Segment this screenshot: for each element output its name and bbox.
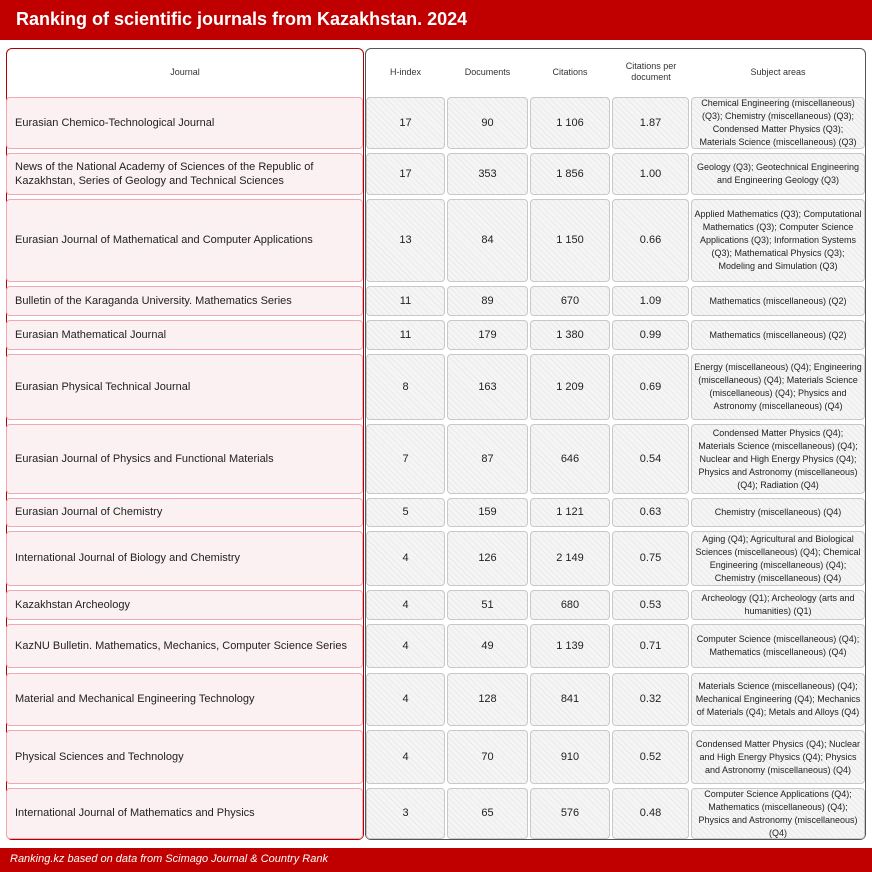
documents-cell: 65 xyxy=(447,788,528,839)
journal-cell: Physical Sciences and Technology xyxy=(6,730,363,784)
header-documents: Documents xyxy=(464,66,511,77)
citations-cell: 1 209 xyxy=(530,354,610,420)
journal-cell: Material and Mechanical Engineering Technology xyxy=(6,673,363,726)
documents-cell: 128 xyxy=(447,673,528,726)
source-note: Ranking.kz based on data from Scimago Journal & Country Rank xyxy=(10,853,328,865)
header-subject-areas: Subject areas xyxy=(750,66,806,77)
header-h-index: H-index xyxy=(389,66,421,77)
citations-cell: 680 xyxy=(530,590,610,620)
h-index-cell: 5 xyxy=(366,498,445,527)
subject-areas-cell: Computer Science (miscellaneous) (Q4); Mathematics (miscellaneous) (Q4) xyxy=(691,624,865,668)
h-index-cell: 17 xyxy=(366,153,445,195)
header-citations: Citations xyxy=(552,66,588,77)
citations-cell: 1 856 xyxy=(530,153,610,195)
h-index-cell: 4 xyxy=(366,531,445,586)
journal-cell: Eurasian Chemico-Technological Journal xyxy=(6,97,363,149)
h-index-cell: 4 xyxy=(366,730,445,784)
citations-cell: 1 380 xyxy=(530,320,610,350)
documents-cell: 179 xyxy=(447,320,528,350)
title-bar xyxy=(0,0,872,40)
subject-areas-cell: Chemical Engineering (miscellaneous) (Q3); Chemistry (miscellaneous) (Q3); Condensed Matter Physics (Q3); Materials Science (miscellaneous) (Q3) xyxy=(691,97,865,149)
h-index-cell: 17 xyxy=(366,97,445,149)
h-index-cell: 7 xyxy=(366,424,445,494)
citations-cell: 1 150 xyxy=(530,199,610,282)
documents-cell: 51 xyxy=(447,590,528,620)
journal-cell: Eurasian Journal of Physics and Functional Materials xyxy=(6,424,363,494)
citations-per-document-cell: 0.48 xyxy=(612,788,689,839)
subject-areas-cell: Applied Mathematics (Q3); Computational Mathematics (Q3); Computer Science Applications (Q3); Information Systems (Q3); Mathematical Physics (Q3); Modeling and Simulation (Q3) xyxy=(691,199,865,282)
citations-per-document-cell: 0.99 xyxy=(612,320,689,350)
header-journal: Journal xyxy=(170,66,200,77)
citations-per-document-cell: 0.52 xyxy=(612,730,689,784)
journal-cell: Eurasian Journal of Mathematical and Computer Applications xyxy=(6,199,363,282)
citations-per-document-cell: 1.09 xyxy=(612,286,689,316)
documents-cell: 84 xyxy=(447,199,528,282)
citations-per-document-cell: 0.69 xyxy=(612,354,689,420)
h-index-cell: 11 xyxy=(366,286,445,316)
subject-areas-cell: Aging (Q4); Agricultural and Biological Sciences (miscellaneous) (Q4); Chemical Engineering (miscellaneous) (Q4); Chemistry (miscellaneous) (Q4) xyxy=(691,531,865,586)
journal-cell: News of the National Academy of Sciences of the Republic of Kazakhstan, Series of Geology and Technical Sciences xyxy=(6,153,363,195)
h-index-cell: 13 xyxy=(366,199,445,282)
citations-per-document-cell: 0.63 xyxy=(612,498,689,527)
citations-cell: 646 xyxy=(530,424,610,494)
documents-cell: 70 xyxy=(447,730,528,784)
journal-cell: International Journal of Mathematics and Physics xyxy=(6,788,363,839)
subject-areas-cell: Chemistry (miscellaneous) (Q4) xyxy=(691,498,865,527)
documents-cell: 163 xyxy=(447,354,528,420)
citations-per-document-cell: 0.71 xyxy=(612,624,689,668)
documents-cell: 353 xyxy=(447,153,528,195)
documents-cell: 49 xyxy=(447,624,528,668)
journal-cell: International Journal of Biology and Chemistry xyxy=(6,531,363,586)
subject-areas-cell: Condensed Matter Physics (Q4); Materials Science (miscellaneous) (Q4); Nuclear and High Energy Physics (Q4); Physics and Astronomy (miscellaneous) (Q4); Radiation (Q4) xyxy=(691,424,865,494)
documents-cell: 90 xyxy=(447,97,528,149)
citations-per-document-cell: 0.53 xyxy=(612,590,689,620)
citations-per-document-cell: 0.32 xyxy=(612,673,689,726)
subject-areas-cell: Mathematics (miscellaneous) (Q2) xyxy=(691,320,865,350)
subject-areas-cell: Materials Science (miscellaneous) (Q4); Mechanical Engineering (Q4); Mechanics of Materials (Q4); Metals and Alloys (Q4) xyxy=(691,673,865,726)
subject-areas-cell: Archeology (Q1); Archeology (arts and humanities) (Q1) xyxy=(691,590,865,620)
h-index-cell: 4 xyxy=(366,673,445,726)
citations-cell: 910 xyxy=(530,730,610,784)
citations-cell: 1 106 xyxy=(530,97,610,149)
subject-areas-cell: Mathematics (miscellaneous) (Q2) xyxy=(691,286,865,316)
citations-cell: 2 149 xyxy=(530,531,610,586)
journal-cell: KazNU Bulletin. Mathematics, Mechanics, Computer Science Series xyxy=(6,624,363,668)
citations-per-document-cell: 1.87 xyxy=(612,97,689,149)
citations-cell: 670 xyxy=(530,286,610,316)
header-citations-per-document: Citations per document xyxy=(625,61,677,82)
documents-cell: 126 xyxy=(447,531,528,586)
h-index-cell: 3 xyxy=(366,788,445,839)
journal-cell: Eurasian Mathematical Journal xyxy=(6,320,363,350)
citations-cell: 1 121 xyxy=(530,498,610,527)
subject-areas-cell: Computer Science Applications (Q4); Mathematics (miscellaneous) (Q4); Physics and Astronomy (miscellaneous) (Q4) xyxy=(691,788,865,839)
citations-per-document-cell: 0.75 xyxy=(612,531,689,586)
footer-bar xyxy=(0,848,872,872)
citations-per-document-cell: 0.54 xyxy=(612,424,689,494)
h-index-cell: 11 xyxy=(366,320,445,350)
citations-cell: 576 xyxy=(530,788,610,839)
h-index-cell: 4 xyxy=(366,590,445,620)
citations-cell: 1 139 xyxy=(530,624,610,668)
citations-per-document-cell: 0.66 xyxy=(612,199,689,282)
documents-cell: 87 xyxy=(447,424,528,494)
subject-areas-cell: Geology (Q3); Geotechnical Engineering and Engineering Geology (Q3) xyxy=(691,153,865,195)
journal-cell: Eurasian Journal of Chemistry xyxy=(6,498,363,527)
journal-cell: Eurasian Physical Technical Journal xyxy=(6,354,363,420)
journal-cell: Bulletin of the Karaganda University. Mathematics Series xyxy=(6,286,363,316)
page-title: Ranking of scientific journals from Kazakhstan. 2024 xyxy=(16,9,468,29)
h-index-cell: 4 xyxy=(366,624,445,668)
citations-per-document-cell: 1.00 xyxy=(612,153,689,195)
documents-cell: 89 xyxy=(447,286,528,316)
citations-cell: 841 xyxy=(530,673,610,726)
subject-areas-cell: Energy (miscellaneous) (Q4); Engineering (miscellaneous) (Q4); Materials Science (miscellaneous) (Q4); Physics and Astronomy (miscellaneous) (Q4) xyxy=(691,354,865,420)
subject-areas-cell: Condensed Matter Physics (Q4); Nuclear and High Energy Physics (Q4); Physics and Astronomy (miscellaneous) (Q4) xyxy=(691,730,865,784)
documents-cell: 159 xyxy=(447,498,528,527)
h-index-cell: 8 xyxy=(366,354,445,420)
journal-cell: Kazakhstan Archeology xyxy=(6,590,363,620)
